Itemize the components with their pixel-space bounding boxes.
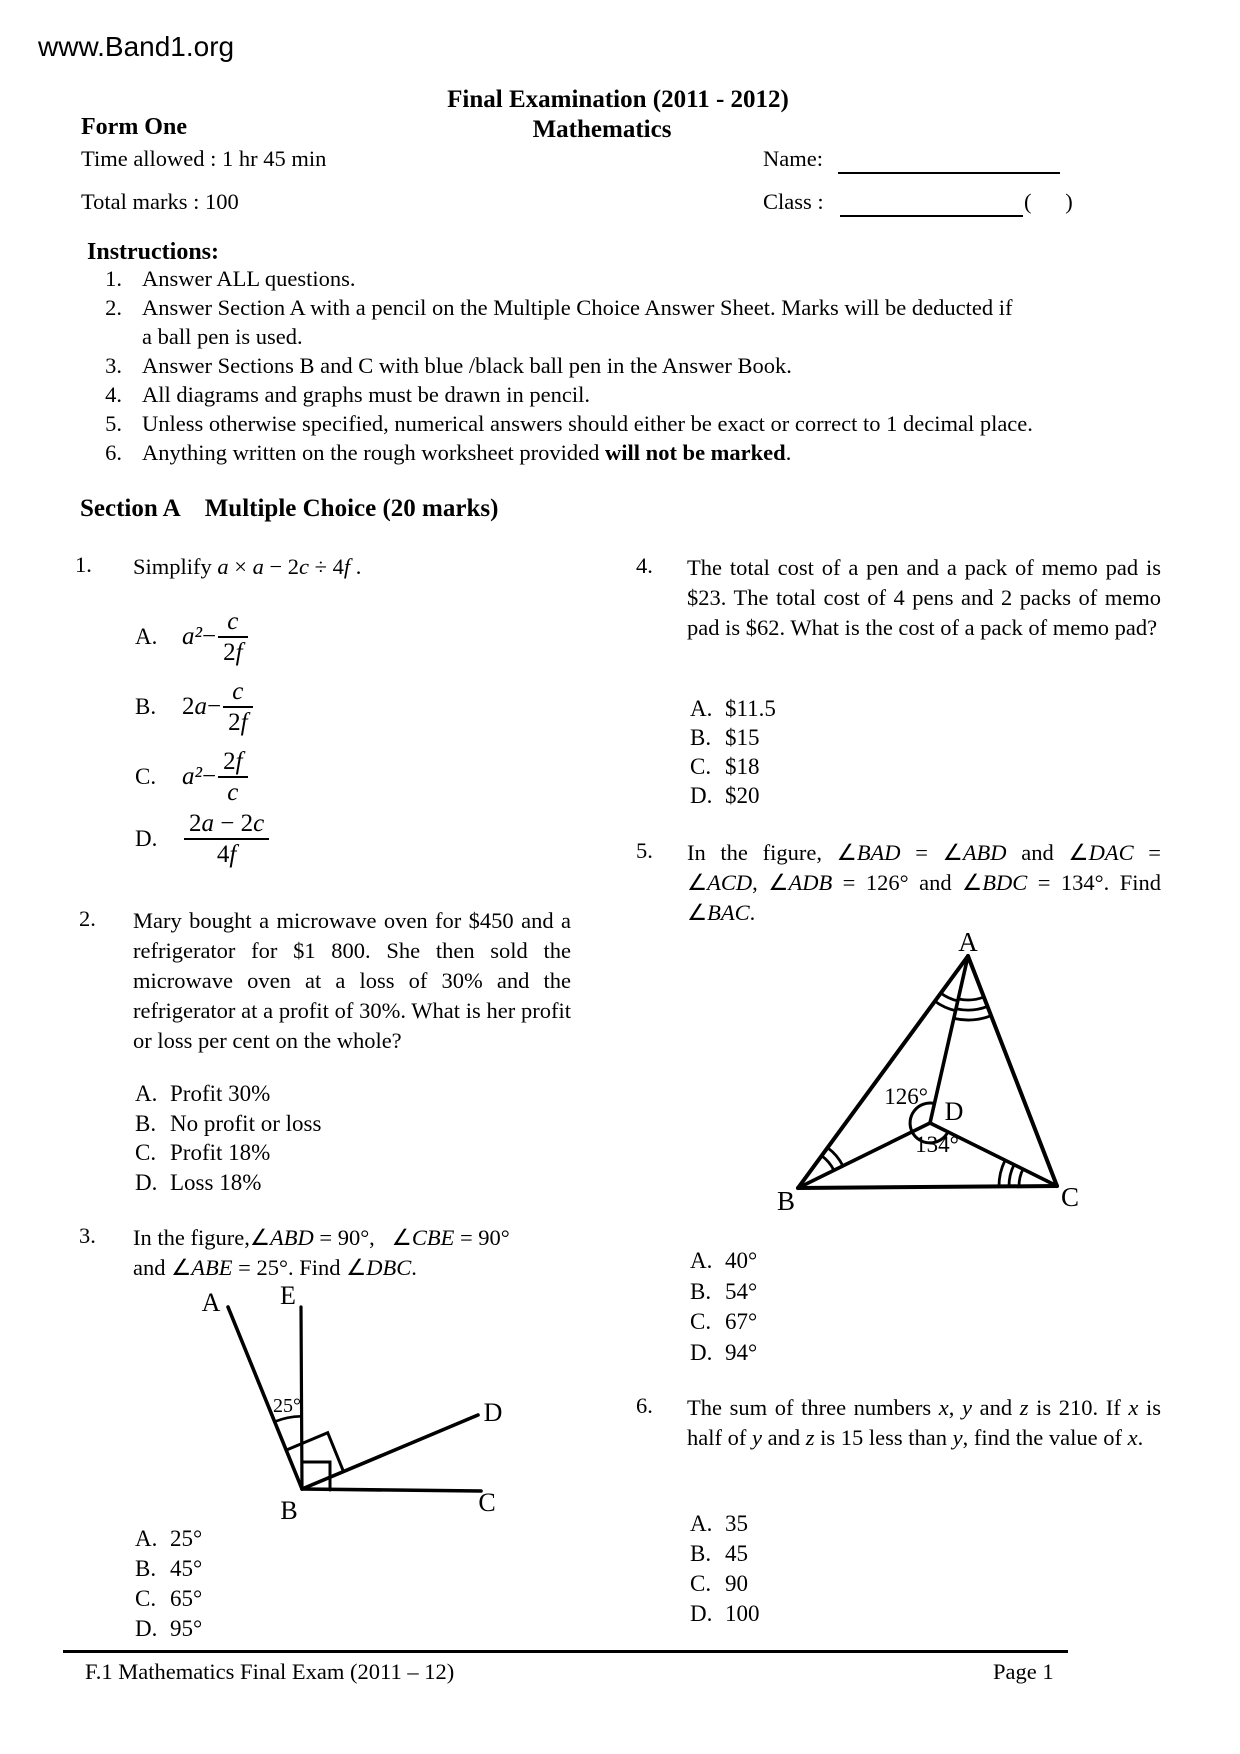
option-label: D. [135,1616,158,1641]
q1-option [135,810,271,868]
instruction-number: 1. [105,266,122,291]
option-label: D. [135,826,158,851]
q4-stem: The total cost of a pen and a pack of memo pad is $23. The total cost of 4 pens and 2 packs of memo pad is $62. What is the cost of a pack of memo pad? [687,555,1161,640]
vertex-label-A: A [201,1288,221,1317]
q3-figure-lines [228,1307,481,1491]
q3-options [135,1524,202,1644]
option-row [690,1246,757,1277]
q6-number: 6. [636,1393,653,1418]
footer-page-number: Page 1 [993,1659,1054,1684]
instruction-text: Unless otherwise specified, numerical answers should either be exact or correct to 1 decimal place. [142,411,1033,436]
option-row [690,1599,760,1629]
option-text: 94° [725,1339,758,1365]
q3-figure [195,1280,515,1525]
footer-exam-name: F.1 Mathematics Final Exam (2011 – 12) [85,1659,455,1684]
option-label: B. [690,1278,712,1304]
option-row [135,1584,202,1614]
option-row [690,1509,760,1539]
vertex-label-C: C [1060,1182,1080,1212]
instruction-number: 2. [105,295,122,320]
vertex-label-B: B [280,1496,298,1525]
name-label: Name: [763,146,823,171]
line-BD [798,1123,930,1188]
q3-stem-line1: In the figure,∠ABD = 90°, ∠CBE = 90° [133,1225,510,1250]
arc-ACD-2 [1009,1165,1014,1187]
vertex-label-B: B [776,1186,796,1216]
option-text: 95° [170,1616,203,1641]
option-row [135,1138,321,1168]
subject-label: Mathematics [532,116,672,143]
section-a-title: Multiple Choice (20 marks) [204,495,499,522]
option-label: B. [690,1541,712,1566]
arc-DAC-3 [954,1016,991,1020]
option-label: C. [690,1571,712,1596]
option-row [690,723,776,752]
q1-option [135,678,255,736]
option-row [135,1168,321,1198]
option-text: $20 [725,783,760,808]
option-row [690,1539,760,1569]
instruction-item [80,351,1160,380]
q2-number: 2. [79,906,96,931]
instruction-item [80,380,1160,409]
option-row [135,1079,321,1109]
option-row [690,1307,757,1338]
q6-options [690,1509,760,1629]
vertex-label-D: D [944,1097,964,1126]
form-label: Form One [81,114,187,140]
instruction-item [80,409,1160,438]
option-label: B. [135,1556,157,1581]
angle-value-126: 126° [884,1084,928,1109]
q5-options [690,1246,757,1368]
line-CA [968,956,1057,1186]
option-row [135,1614,202,1644]
option-row [690,1338,757,1369]
q2-stem: Mary bought a microwave oven for $450 and a refrigerator for $1 800. She then sold the microwave oven at a loss of 30% and the refrigerator at a profit of 30%. What is her profit or loss per cent on the whole? [133,908,571,1053]
option-label: D. [690,1339,713,1365]
vertex-label-E: E [280,1281,296,1310]
q5-figure [760,925,1100,1220]
arc-ABD-1 [822,1156,834,1171]
option-text: 90 [725,1571,748,1596]
option-text: 40° [725,1248,758,1273]
line-BD [302,1415,478,1489]
instruction-item [80,438,1160,467]
option-row [135,1524,202,1554]
name-blank [838,148,1060,174]
option-label: D. [690,783,713,808]
option-text: 67° [725,1309,758,1334]
section-a-heading [80,495,498,523]
option-label: A. [690,1511,713,1536]
q3-stem-line2: and ∠ABE = 25°. Find ∠DBC. [133,1255,417,1280]
option-math: a² − $\frac{c}{2f}$ [182,608,250,666]
option-math: $\frac{2a - 2c}{4f}$ [182,810,271,868]
q1-option [135,608,250,666]
option-text: $18 [725,754,760,779]
option-label: A. [135,1526,158,1551]
option-text: Profit 30% [170,1081,271,1106]
option-label: D. [135,1169,158,1195]
option-text: 25° [170,1526,203,1551]
option-label: A. [135,1081,158,1106]
option-text: 54° [725,1278,758,1304]
q3-number: 3. [79,1223,96,1248]
option-label: C. [135,764,157,789]
instruction-number: 6. [105,440,122,465]
q1-stem: Simplify a × a − 2c ÷ 4f . [133,554,362,579]
option-label: A. [690,696,713,721]
q6-stem: The sum of three numbers x, y and z is 210. If x is half of y and z is 15 less than y, find the value of x. [687,1395,1162,1450]
instructions-heading: Instructions: [87,239,220,265]
option-row [135,1109,321,1139]
class-number-paren: ( ) [1024,189,1073,214]
instruction-text: All diagrams and graphs must be drawn in pencil. [142,382,591,407]
instruction-line: Answer Section A with a pencil on the Multiple Choice Answer Sheet. Marks will be deducted if [142,295,1013,320]
option-row [690,1569,760,1599]
vertex-label-D: D [483,1398,503,1427]
option-label: B. [135,1110,157,1136]
angle-value-134: 134° [915,1132,959,1157]
option-label: D. [690,1601,713,1626]
option-text: 65° [170,1586,203,1611]
instruction-item [80,293,1160,351]
option-row [690,752,776,781]
class-label: Class : [763,189,824,214]
arc-BAD-2 [935,1001,956,1010]
option-label: C. [690,1309,712,1334]
q1-number: 1. [75,552,92,577]
option-row [135,1554,202,1584]
q5-number: 5. [636,838,653,863]
time-allowed: Time allowed : 1 hr 45 min [81,146,327,171]
instruction-text: Answer Sections B and C with blue /black ball pen in the Answer Book. [142,353,792,378]
arc-DAC-2 [956,1006,988,1010]
vertex-label-C: C [478,1488,496,1517]
angle-value-25: 25° [273,1395,301,1417]
arc-ACD-3 [999,1160,1005,1186]
option-row [690,694,776,723]
option-text: $11.5 [725,696,776,721]
site-url: www.Band1.org [38,31,235,62]
class-blank [840,191,1023,217]
section-a-label: Section A [80,495,181,522]
option-text: No profit or loss [170,1110,322,1136]
option-label: A. [135,624,158,649]
option-text: 100 [725,1601,760,1626]
instruction-item [80,264,1160,293]
vertex-label-A: A [958,927,978,957]
arc-BAD-1 [941,993,958,1001]
option-math: 2 a − $\frac{c}{2f}$ [182,678,255,736]
q5-stem: In the figure, ∠BAD = ∠ABD and ∠DAC = ∠ACD, ∠ADB = 126° and ∠BDC = 134°. Find ∠BAC. [687,840,1162,925]
option-label: B. [135,694,157,719]
exam-title: Final Examination (2011 - 2012) [447,86,789,113]
option-math: a² − $\frac{2f}{c}$ [182,748,250,806]
instruction-number: 5. [105,411,122,436]
q2-options [135,1079,321,1197]
option-label: C. [135,1140,157,1165]
instructions-list [80,264,1160,467]
total-marks: Total marks : 100 [81,189,239,214]
option-label: C. [135,1586,157,1611]
instruction-number: 4. [105,382,122,407]
arc-DAC-1 [958,997,984,1000]
option-text: 35 [725,1511,748,1536]
angle-arc-ABE [275,1416,302,1421]
footer-divider [63,1650,1068,1653]
option-label: A. [690,1248,713,1273]
instruction-text [142,293,1160,351]
arc-ACD-1 [1019,1169,1023,1186]
q4-options [690,694,776,810]
option-row [690,1277,757,1308]
option-row [690,781,776,810]
option-text: $15 [725,725,760,750]
option-label: C. [690,754,712,779]
q1-option [135,748,250,806]
instruction-text: Anything written on the rough worksheet provided will not be marked. [142,440,792,465]
option-label: B. [690,725,712,750]
instruction-text: Answer ALL questions. [142,266,356,291]
right-angle-mark-ABD [286,1433,343,1472]
option-text: 45 [725,1541,748,1566]
q3-stem [133,1223,593,1283]
q4-number: 4. [636,553,653,578]
option-text: 45° [170,1556,203,1581]
option-text: Loss 18% [170,1169,262,1195]
instruction-number: 3. [105,353,122,378]
instruction-line: a ball pen is used. [142,324,303,349]
option-text: Profit 18% [170,1140,271,1165]
